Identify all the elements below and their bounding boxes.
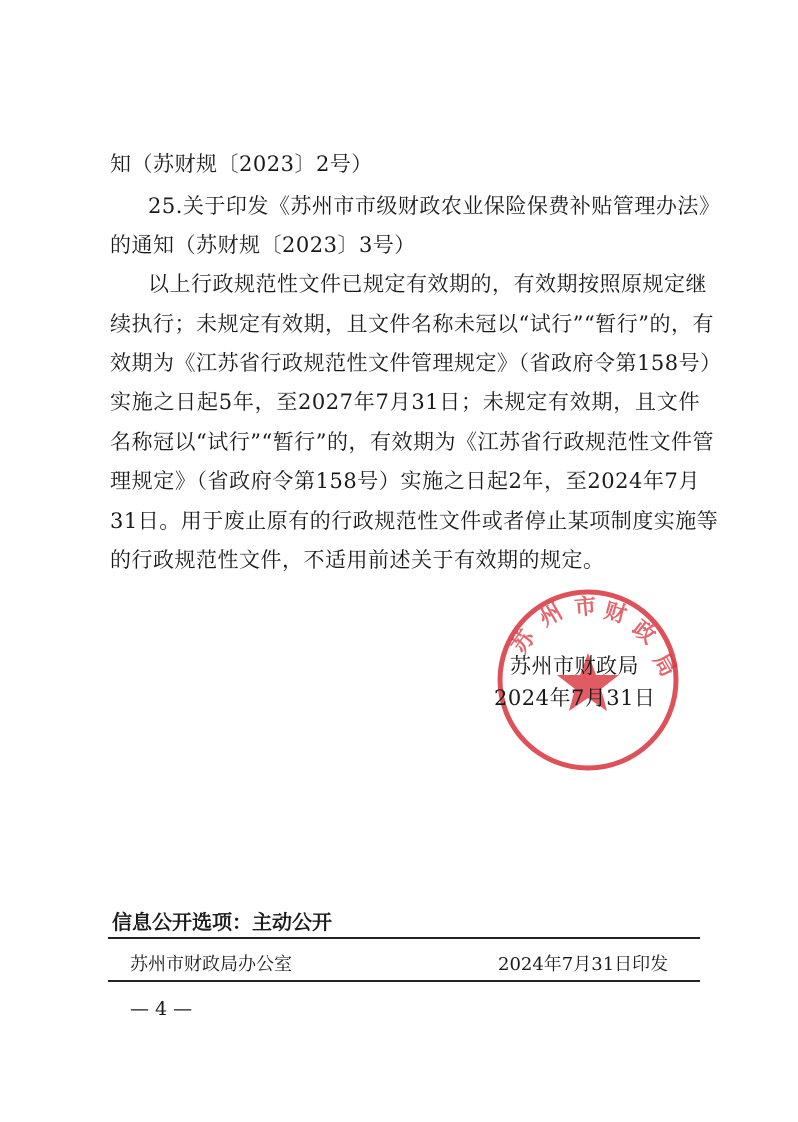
svg-text:财: 财 [601, 597, 630, 629]
footer-issuer: 苏州市财政局办公室 [130, 954, 292, 975]
signature-date: 2024年7月31日 [494, 686, 656, 710]
signature-org: 苏州市财政局 [510, 654, 639, 678]
page-number: — 4 — [130, 998, 193, 1020]
body-line-8: 名称冠以“试行”“暂行”的，有效期为《江苏省行政规范性文件管 [110, 430, 714, 454]
body-line-3: 的通知（苏财规〔2023〕3号） [110, 233, 416, 257]
info-disclosure-label: 信息公开选项：主动公开 [112, 910, 332, 934]
body-line-5: 续执行；未规定有效期，且文件名称未冠以“试行”“暂行”的，有 [110, 312, 714, 336]
body-line-11: 的行政规范性文件，不适用前述关于有效期的规定。 [110, 548, 605, 572]
svg-text:市: 市 [573, 593, 598, 621]
body-line-2: 25.关于印发《苏州市市级财政农业保险保费补贴管理办法》 [148, 194, 721, 218]
body-line-9: 理规定》（省政府令第158号）实施之日起2年，至2024年7月 [110, 469, 700, 493]
svg-text:州: 州 [535, 598, 568, 633]
svg-text:政: 政 [627, 615, 661, 650]
body-line-10: 31日。用于废止原有的行政规范性文件或者停止某项制度实施等 [110, 509, 719, 533]
svg-text:局: 局 [647, 649, 682, 682]
body-line-1: 知（苏财规〔2023〕2号） [110, 152, 373, 176]
footer-top-rule [108, 937, 700, 939]
body-line-7: 实施之日起5年，至2027年7月31日；未规定有效期，且文件 [110, 390, 700, 414]
footer-issue-date: 2024年7月31日印发 [498, 954, 669, 975]
body-line-4: 以上行政规范性文件已规定有效期的，有效期按照原规定继 [148, 272, 707, 296]
footer-bottom-rule [108, 980, 700, 982]
svg-text:苏: 苏 [506, 625, 541, 659]
official-seal [493, 585, 683, 775]
body-line-6: 效期为《江苏省行政规范性文件管理规定》（省政府令第158号） [110, 351, 722, 375]
